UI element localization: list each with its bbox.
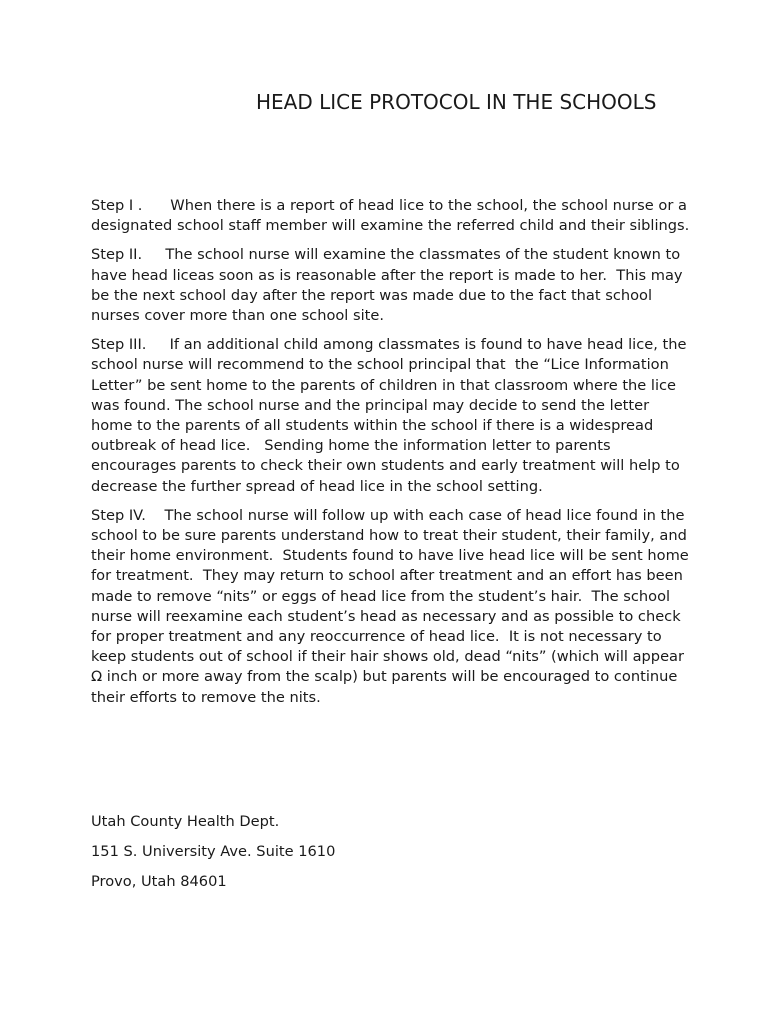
protocol-steps bbox=[91, 196, 694, 717]
step-3-label: Step III. bbox=[91, 336, 147, 354]
step-2-text: The school nurse will examine the classmates of the student known to have head liceas soon as is reasonable after the report is made to her. This may be the next school day after the report was made due to the fact that school nurses cover more than one school site. bbox=[91, 246, 688, 325]
organization-name: Utah County Health Dept. bbox=[91, 813, 280, 830]
step-3-paragraph bbox=[91, 335, 691, 497]
step-2-paragraph bbox=[91, 245, 691, 326]
step-4-text: The school nurse will follow up with each case of head lice found in the school to be sure parents understand how to treat their student, their family, and their home environment. Students found to have live head lice will be sent home for treatment. They may return to school after treatment and an effort has been made to remove “nits” or eggs of head lice from the student’s hair. The school nurse will reexamine each student’s head as necessary and as possible to check for proper treatment and any reoccurrence of head lice. It is not necessary to keep students out of school if their hair shows old, dead “nits” (which will appear Ω inch or more away from the scalp) but parents will be encouraged to continue their efforts to remove the nits. bbox=[91, 506, 694, 706]
step-4-label: Step IV. bbox=[91, 506, 146, 524]
step-1-text: When there is a report of head lice to the school, the school nurse or a designated school staff member will examine the referred child and their siblings. bbox=[91, 197, 692, 235]
step-1-paragraph bbox=[91, 196, 691, 236]
city-state-zip: Provo, Utah 84601 bbox=[91, 873, 227, 891]
step-4-paragraph bbox=[91, 506, 694, 708]
step-1-label: Step I . bbox=[91, 197, 143, 214]
page-title: HEAD LICE PROTOCOL IN THE SCHOOLS bbox=[256, 90, 657, 114]
step-2-label: Step II. bbox=[91, 246, 143, 264]
step-3-text: If an additional child among classmates is found to have head lice, the school nurse will recommend to the school principal that the “Lice Information Letter” be sent home to the parents of children in that classroom where the lice was found. The school nurse and the principal may decide to send the letter home to the parents of all students within the school if there is a widespread outbreak of head lice. Sending home the information letter to parents encourages parents to check their own students and early treatment will help to decrease the further spread of head lice in the school setting. bbox=[91, 336, 692, 495]
contact-address bbox=[91, 812, 691, 903]
street-address: 151 S. University Ave. Suite 1610 bbox=[91, 843, 336, 861]
